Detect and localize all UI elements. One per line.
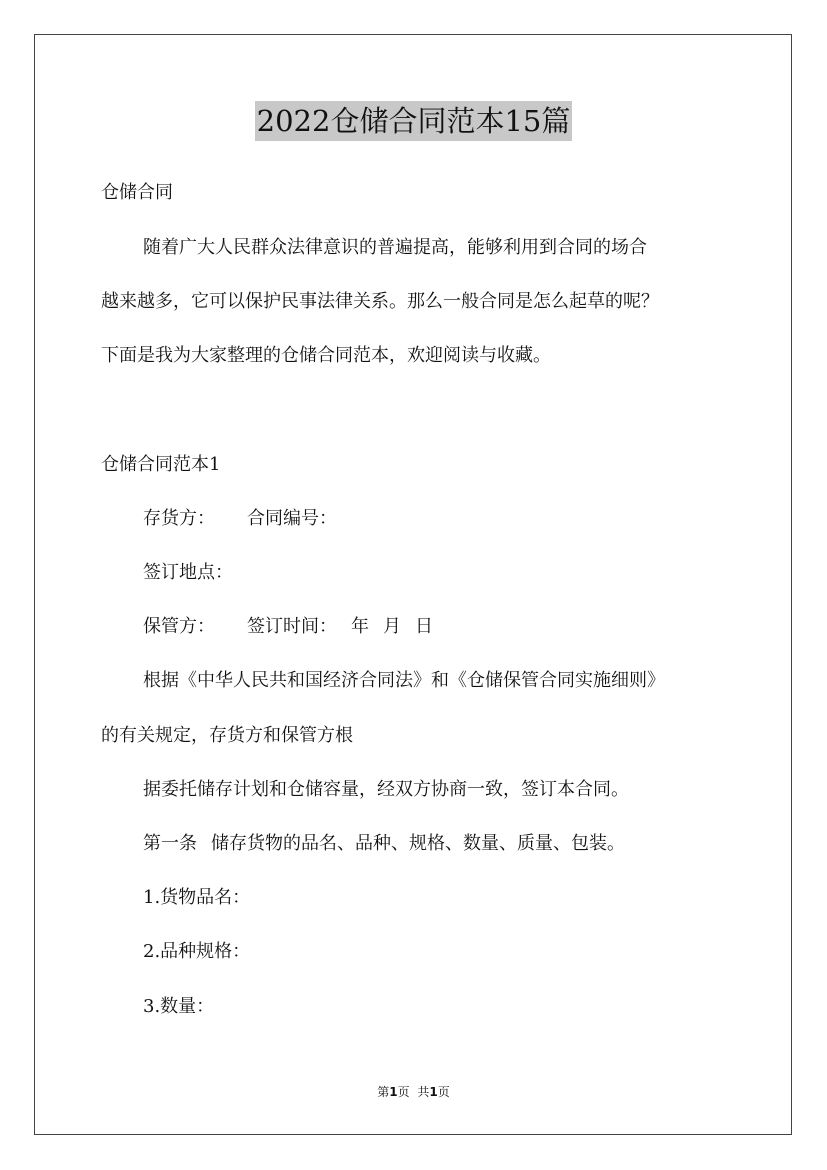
article-1-label: 第一条 [143,833,197,854]
date-month: 月 [383,616,401,637]
sign-place-label: 签订地点： [143,562,233,583]
footer-total-prefix: 共 [417,1085,430,1099]
basis-line-1: 根据《中华人民共和国经济合同法》和《仓储保管合同实施细则》 [143,670,665,691]
intro-line-2: 越来越多，它可以保护民事法律关系。那么一般合同是怎么起草的呢？ [101,291,659,312]
item-3: 3.数量： [143,996,215,1017]
depositor-label: 存货方： [143,508,215,529]
keeper-label: 保管方： [143,616,215,637]
footer-prefix: 第 [377,1085,390,1099]
footer-page-suffix: 页 [397,1085,410,1099]
article-1-row [143,832,625,856]
keeper-row [143,615,433,639]
footer-page-number: 1 [389,1085,398,1099]
footer-total-pages: 1 [429,1085,438,1099]
basis-line-2: 的有关规定，存货方和保管方根 [101,725,353,746]
heading-storage-contract: 仓储合同 [101,182,173,203]
date-year: 年 [351,616,369,637]
item-2: 2.品种规格： [143,941,251,962]
footer-total-suffix: 页 [437,1085,450,1099]
article-1-text: 储存货物的品名、品种、规格、数量、质量、包装。 [211,833,625,854]
intro-line-1: 随着广大人民群众法律意识的普遍提高，能够利用到合同的场合 [143,237,647,258]
item-1: 1.货物品名： [143,887,251,908]
sign-time-label: 签订时间： [247,616,337,637]
depositor-row [143,507,337,531]
page-footer [0,1084,827,1100]
date-day: 日 [415,616,433,637]
document-title: 2022仓储合同范本15篇 [255,101,573,141]
title-container [0,101,827,141]
contract-number-label: 合同编号： [247,508,337,529]
heading-contract-sample-1: 仓储合同范本1 [101,454,221,475]
intro-line-3: 下面是我为大家整理的仓储合同范本，欢迎阅读与收藏。 [101,345,551,366]
basis-line-3: 据委托储存计划和仓储容量，经双方协商一致，签订本合同。 [143,779,629,800]
